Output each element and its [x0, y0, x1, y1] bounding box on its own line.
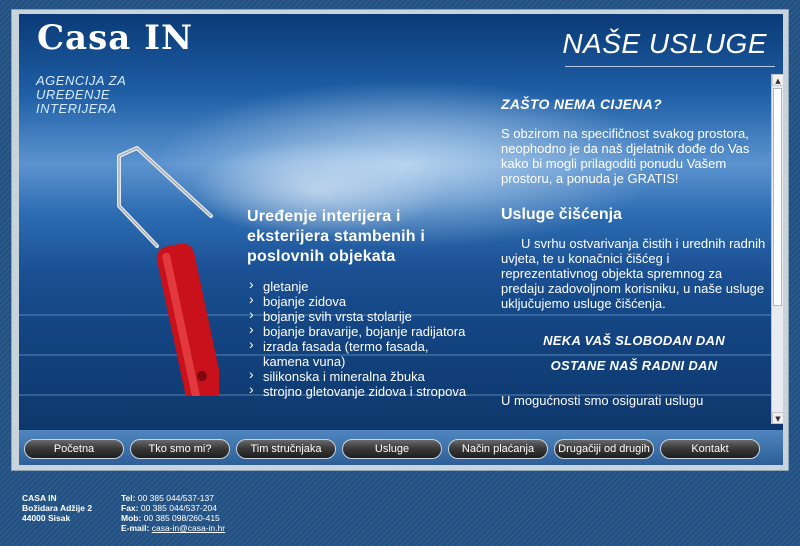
mob-label: Mob:	[121, 513, 142, 523]
list-item: › bojanje svih vrsta stolarije	[247, 309, 475, 324]
nav-team-button[interactable]: Tim stručnjaka	[236, 439, 336, 459]
nav-services-button[interactable]: Usluge	[342, 439, 442, 459]
list-item: › strojno gletovanje zidova i stropova	[247, 384, 475, 399]
nav-home-button[interactable]: Početna	[24, 439, 124, 459]
list-item: › gletanje	[247, 279, 475, 294]
faq-question: ZAŠTO NEMA CIJENA?	[501, 96, 662, 112]
faq-answer: S obzirom na specifičnost svakog prostora, neophodno je da naš djelatnik dođe do Vas kako bi mogli prilagoditi ponudu Vašem prostoru, a ponuda je GRATIS!	[501, 126, 750, 186]
paint-roller-icon	[99, 146, 219, 396]
list-item: › bojanje bravarije, bojanje radijatora	[247, 324, 475, 339]
email-link[interactable]: casa-in@casa-in.hr	[151, 523, 226, 533]
title-divider	[565, 66, 775, 67]
nav-contact-button[interactable]: Kontakt	[660, 439, 760, 459]
tagline	[36, 74, 156, 116]
scroll-content[interactable]	[501, 74, 767, 422]
nav-different-button[interactable]: Drugačiji od drugih	[554, 439, 654, 459]
tagline-line: INTERIJERA	[36, 101, 117, 116]
tel-value: 00 385 044/537-137	[137, 493, 214, 503]
fax-value: 00 385 044/537-204	[140, 503, 217, 513]
nav-payment-button[interactable]: Način plaćanja	[448, 439, 548, 459]
page-frame	[11, 9, 789, 471]
slogan-line: OSTANE NAŠ RADNI DAN	[550, 358, 718, 373]
company-name: CASA IN	[22, 493, 57, 503]
slogan-line: NEKA VAŠ SLOBODAN DAN	[543, 333, 725, 348]
tagline-line: AGENCIJA ZA	[36, 73, 127, 88]
city-address: 44000 Sisak	[22, 513, 71, 523]
arrow-up-icon[interactable]: ▲	[772, 74, 783, 86]
email-label: E-mail:	[121, 523, 150, 533]
scroll-thumb[interactable]	[773, 88, 782, 306]
more-text: U mogućnosti smo osigurati uslugu	[501, 393, 704, 408]
list-item: › bojanje zidova	[247, 294, 475, 309]
footer-address	[22, 493, 92, 523]
mob-value: 00 385 098/260-415	[143, 513, 220, 523]
scrollbar[interactable]	[771, 74, 783, 424]
fax-label: Fax:	[121, 503, 139, 513]
section-text: U svrhu ostvarivanja čistih i urednih radnih uvjeta, te u konačnici čišćeg i reprezentativnog objekta spremnog za predaju zadovoljnom korisniku, u naše usluge uključujemo usluge čišćenja.	[501, 236, 766, 311]
main-panel	[19, 14, 783, 465]
services-block	[247, 207, 475, 429]
tagline-line: UREĐENJE	[36, 87, 111, 102]
section-title: Usluge čišćenja	[501, 206, 622, 223]
nav-bar	[19, 430, 783, 465]
tel-label: Tel:	[121, 493, 136, 503]
street-address: Božidara Adžije 2	[22, 503, 93, 513]
page-title: NAŠE USLUGE	[562, 28, 767, 59]
services-heading: Uređenje interijera i eksterijera stambenih i poslovnih objekata	[247, 208, 426, 265]
list-item: › izrada fasada (termo fasada, kamena vuna)	[247, 339, 475, 369]
nav-about-button[interactable]: Tko smo mi?	[130, 439, 230, 459]
arrow-down-icon[interactable]: ▼	[772, 412, 783, 424]
footer-contacts	[121, 493, 225, 533]
logo[interactable]: Casa IN	[37, 18, 194, 58]
list-item: › silikonska i mineralna žbuka	[247, 369, 475, 384]
services-list	[247, 279, 475, 429]
